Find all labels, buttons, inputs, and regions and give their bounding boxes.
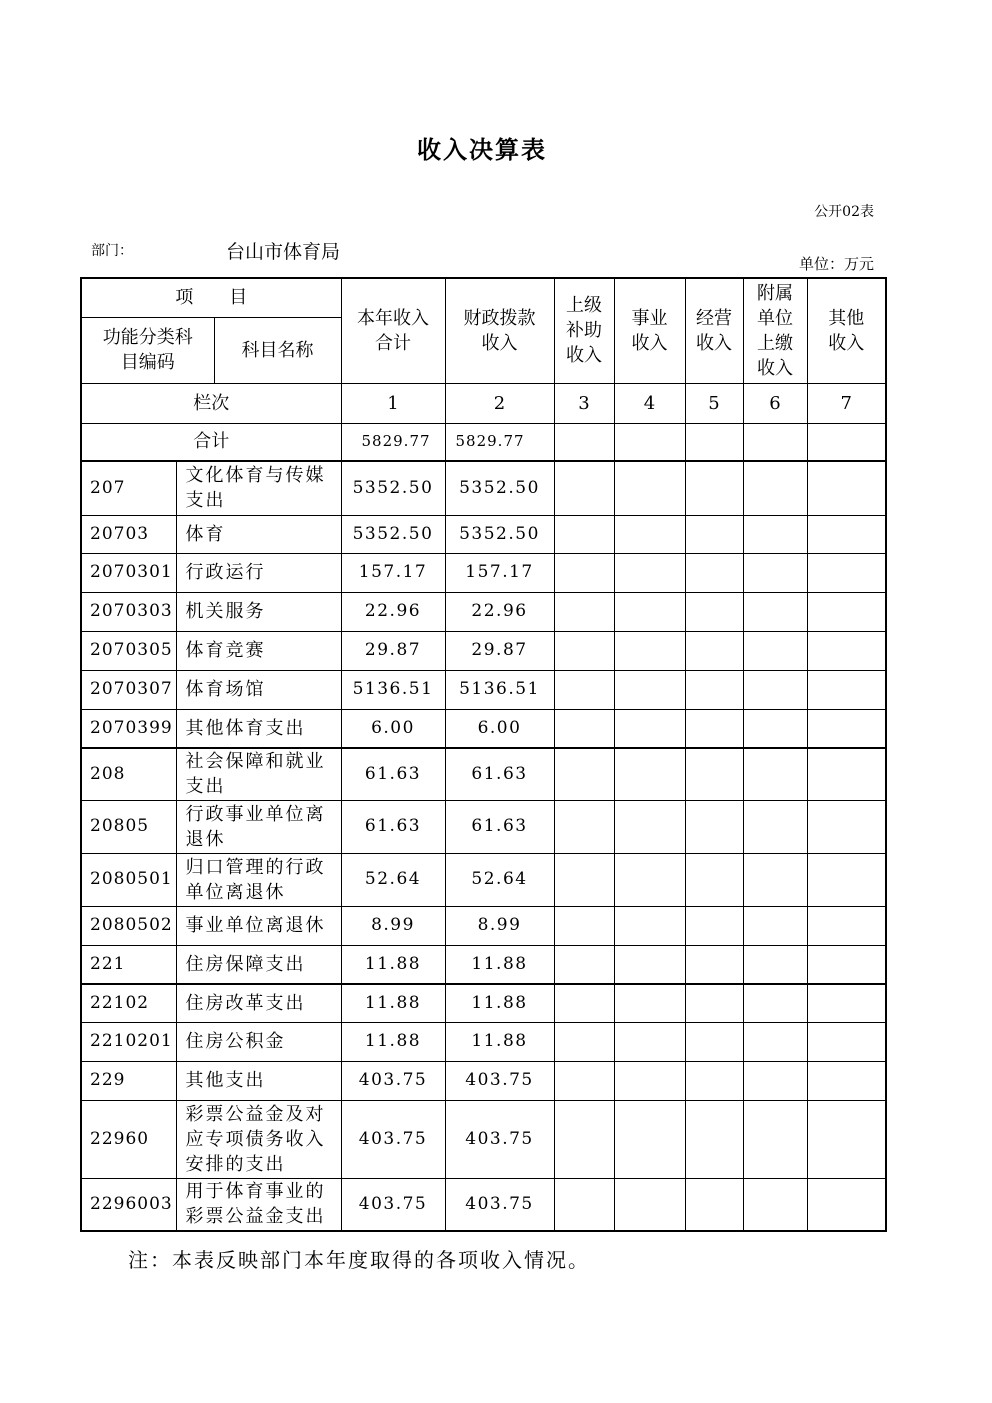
row-code: 229 <box>81 1061 176 1100</box>
row-total-income: 403.75 <box>341 1178 445 1231</box>
row-empty-cell <box>685 1178 743 1231</box>
table-row <box>81 1100 886 1178</box>
row-empty-cell <box>614 945 685 984</box>
row-total-income: 52.64 <box>341 853 445 906</box>
row-empty-cell <box>807 709 886 748</box>
row-empty-cell <box>554 670 614 709</box>
row-empty-cell <box>554 906 614 945</box>
row-empty-cell <box>614 1178 685 1231</box>
row-code: 207 <box>81 461 176 515</box>
row-fiscal-income: 5136.51 <box>445 670 554 709</box>
row-fiscal-income: 5352.50 <box>445 461 554 515</box>
header-item: 项 目 <box>81 278 341 317</box>
row-total-income: 5136.51 <box>341 670 445 709</box>
row-empty-cell <box>807 1022 886 1061</box>
department-value: 台山市体育局 <box>226 241 341 263</box>
row-empty-cell <box>807 748 886 800</box>
page-title: 收入决算表 <box>417 135 547 164</box>
row-empty-cell <box>685 1061 743 1100</box>
row-total-income: 11.88 <box>341 1022 445 1061</box>
row-empty-cell <box>554 553 614 592</box>
row-empty-cell <box>685 553 743 592</box>
row-total-income: 5352.50 <box>341 461 445 515</box>
row-empty-cell <box>614 709 685 748</box>
row-code: 2070399 <box>81 709 176 748</box>
row-code: 22102 <box>81 984 176 1022</box>
row-name: 体育场馆 <box>176 670 341 709</box>
row-empty-cell <box>743 1022 807 1061</box>
row-empty-cell <box>807 631 886 670</box>
row-empty-cell <box>685 592 743 631</box>
row-code: 20703 <box>81 515 176 553</box>
row-total-income: 61.63 <box>341 800 445 853</box>
row-code: 2070303 <box>81 592 176 631</box>
row-empty-cell <box>614 1100 685 1178</box>
row-name: 住房改革支出 <box>176 984 341 1022</box>
row-empty-cell <box>614 984 685 1022</box>
row-empty-cell <box>685 984 743 1022</box>
row-empty-cell <box>807 906 886 945</box>
row-fiscal-income: 5352.50 <box>445 515 554 553</box>
row-name: 彩票公益金及对应专项债务收入安排的支出 <box>176 1100 341 1178</box>
row-empty-cell <box>743 748 807 800</box>
footnote: 注：本表反映部门本年度取得的各项收入情况。 <box>128 1248 590 1272</box>
row-empty-cell <box>685 853 743 906</box>
total-c2: 5829.77 <box>445 423 554 461</box>
row-fiscal-income: 61.63 <box>445 748 554 800</box>
row-empty-cell <box>614 1022 685 1061</box>
row-empty-cell <box>554 1100 614 1178</box>
table-row <box>81 670 886 709</box>
row-code: 208 <box>81 748 176 800</box>
row-fiscal-income: 8.99 <box>445 906 554 945</box>
department-label: 部门： <box>91 243 133 259</box>
row-empty-cell <box>554 631 614 670</box>
row-total-income: 403.75 <box>341 1100 445 1178</box>
row-empty-cell <box>807 1178 886 1231</box>
total-label: 合计 <box>81 423 341 461</box>
row-empty-cell <box>685 515 743 553</box>
row-empty-cell <box>685 461 743 515</box>
row-empty-cell <box>614 461 685 515</box>
row-empty-cell <box>743 1061 807 1100</box>
row-code: 2210201 <box>81 1022 176 1061</box>
row-code: 22960 <box>81 1100 176 1178</box>
row-total-income: 8.99 <box>341 906 445 945</box>
unit-label: 单位：万元 <box>798 255 874 273</box>
row-name: 住房公积金 <box>176 1022 341 1061</box>
row-code: 2080502 <box>81 906 176 945</box>
row-empty-cell <box>554 515 614 553</box>
row-fiscal-income: 11.88 <box>445 984 554 1022</box>
row-total-income: 22.96 <box>341 592 445 631</box>
col-index: 2 <box>445 383 554 423</box>
row-name: 文化体育与传媒支出 <box>176 461 341 515</box>
row-fiscal-income: 29.87 <box>445 631 554 670</box>
row-name: 归口管理的行政单位离退休 <box>176 853 341 906</box>
row-empty-cell <box>807 800 886 853</box>
row-fiscal-income: 52.64 <box>445 853 554 906</box>
row-empty-cell <box>554 748 614 800</box>
row-name: 体育 <box>176 515 341 553</box>
form-number: 公开02表 <box>814 204 874 220</box>
table-row <box>81 906 886 945</box>
row-fiscal-income: 403.75 <box>445 1100 554 1178</box>
row-empty-cell <box>614 553 685 592</box>
row-empty-cell <box>743 800 807 853</box>
table-row <box>81 984 886 1022</box>
row-total-income: 5352.50 <box>341 515 445 553</box>
row-empty-cell <box>685 670 743 709</box>
row-empty-cell <box>743 984 807 1022</box>
row-empty-cell <box>807 515 886 553</box>
row-code: 2070307 <box>81 670 176 709</box>
table-row <box>81 553 886 592</box>
row-fiscal-income: 157.17 <box>445 553 554 592</box>
row-code: 221 <box>81 945 176 984</box>
row-empty-cell <box>743 853 807 906</box>
table-row <box>81 945 886 984</box>
row-empty-cell <box>743 631 807 670</box>
row-name: 住房保障支出 <box>176 945 341 984</box>
row-empty-cell <box>685 906 743 945</box>
row-name: 用于体育事业的彩票公益金支出 <box>176 1178 341 1231</box>
row-empty-cell <box>807 945 886 984</box>
row-name: 机关服务 <box>176 592 341 631</box>
col-index: 7 <box>807 383 886 423</box>
row-empty-cell <box>614 631 685 670</box>
row-empty-cell <box>743 592 807 631</box>
table-row <box>81 631 886 670</box>
row-empty-cell <box>807 984 886 1022</box>
row-fiscal-income: 11.88 <box>445 945 554 984</box>
table-row <box>81 1022 886 1061</box>
col-index: 1 <box>341 383 445 423</box>
row-empty-cell <box>807 853 886 906</box>
row-code: 2070305 <box>81 631 176 670</box>
row-fiscal-income: 403.75 <box>445 1061 554 1100</box>
table-row <box>81 1178 886 1231</box>
header-col-6: 附属单位上缴收入 <box>743 278 807 383</box>
table-row <box>81 592 886 631</box>
row-empty-cell <box>614 515 685 553</box>
header-col-4: 事业收入 <box>614 278 685 383</box>
row-empty-cell <box>554 709 614 748</box>
total-c1: 5829.77 <box>341 423 445 461</box>
table-row <box>81 461 886 515</box>
row-empty-cell <box>554 945 614 984</box>
row-empty-cell <box>807 592 886 631</box>
row-name: 社会保障和就业支出 <box>176 748 341 800</box>
row-empty-cell <box>743 906 807 945</box>
row-total-income: 29.87 <box>341 631 445 670</box>
row-empty-cell <box>554 592 614 631</box>
row-name: 体育竞赛 <box>176 631 341 670</box>
row-empty-cell <box>554 461 614 515</box>
table-row <box>81 515 886 553</box>
row-empty-cell <box>554 1178 614 1231</box>
row-fiscal-income: 403.75 <box>445 1178 554 1231</box>
table-row <box>81 748 886 800</box>
table-row <box>81 709 886 748</box>
row-empty-cell <box>685 748 743 800</box>
row-empty-cell <box>685 1022 743 1061</box>
row-empty-cell <box>743 1100 807 1178</box>
row-total-income: 61.63 <box>341 748 445 800</box>
col-index: 6 <box>743 383 807 423</box>
income-rows <box>81 461 886 1231</box>
header-col-5: 经营收入 <box>685 278 743 383</box>
row-empty-cell <box>554 800 614 853</box>
row-empty-cell <box>743 709 807 748</box>
row-total-income: 403.75 <box>341 1061 445 1100</box>
row-empty-cell <box>807 1061 886 1100</box>
row-code: 20805 <box>81 800 176 853</box>
row-name: 其他支出 <box>176 1061 341 1100</box>
row-empty-cell <box>685 631 743 670</box>
row-empty-cell <box>614 670 685 709</box>
row-total-income: 11.88 <box>341 945 445 984</box>
row-empty-cell <box>685 945 743 984</box>
row-empty-cell <box>554 1022 614 1061</box>
col-index-label: 栏次 <box>81 383 341 423</box>
row-fiscal-income: 11.88 <box>445 1022 554 1061</box>
row-empty-cell <box>614 800 685 853</box>
row-code: 2080501 <box>81 853 176 906</box>
row-empty-cell <box>743 461 807 515</box>
table-row <box>81 1061 886 1100</box>
col-index: 5 <box>685 383 743 423</box>
col-index: 4 <box>614 383 685 423</box>
header-col-1: 本年收入合计 <box>341 278 445 383</box>
header-col-3: 上级补助收入 <box>554 278 614 383</box>
header-col-2: 财政拨款收入 <box>445 278 554 383</box>
row-empty-cell <box>807 461 886 515</box>
row-empty-cell <box>614 1061 685 1100</box>
header-subject-name: 科目名称 <box>214 317 341 383</box>
row-empty-cell <box>807 553 886 592</box>
col-index: 3 <box>554 383 614 423</box>
row-empty-cell <box>554 984 614 1022</box>
row-name: 行政事业单位离退休 <box>176 800 341 853</box>
row-name: 行政运行 <box>176 553 341 592</box>
row-empty-cell <box>743 1178 807 1231</box>
row-empty-cell <box>685 1100 743 1178</box>
row-empty-cell <box>743 945 807 984</box>
income-table <box>80 277 887 1232</box>
header-func-code: 功能分类科目编码 <box>81 317 214 383</box>
row-code: 2070301 <box>81 553 176 592</box>
row-empty-cell <box>743 670 807 709</box>
row-fiscal-income: 61.63 <box>445 800 554 853</box>
row-empty-cell <box>743 553 807 592</box>
row-empty-cell <box>614 906 685 945</box>
row-code: 2296003 <box>81 1178 176 1231</box>
row-fiscal-income: 22.96 <box>445 592 554 631</box>
header-col-7: 其他收入 <box>807 278 886 383</box>
row-empty-cell <box>614 748 685 800</box>
row-empty-cell <box>614 853 685 906</box>
row-total-income: 157.17 <box>341 553 445 592</box>
row-empty-cell <box>685 800 743 853</box>
row-fiscal-income: 6.00 <box>445 709 554 748</box>
row-name: 事业单位离退休 <box>176 906 341 945</box>
row-empty-cell <box>743 515 807 553</box>
row-empty-cell <box>685 709 743 748</box>
row-empty-cell <box>614 592 685 631</box>
row-empty-cell <box>554 1061 614 1100</box>
table-row <box>81 853 886 906</box>
row-name: 其他体育支出 <box>176 709 341 748</box>
row-empty-cell <box>554 853 614 906</box>
row-empty-cell <box>807 1100 886 1178</box>
row-empty-cell <box>807 670 886 709</box>
row-total-income: 6.00 <box>341 709 445 748</box>
table-row <box>81 800 886 853</box>
row-total-income: 11.88 <box>341 984 445 1022</box>
